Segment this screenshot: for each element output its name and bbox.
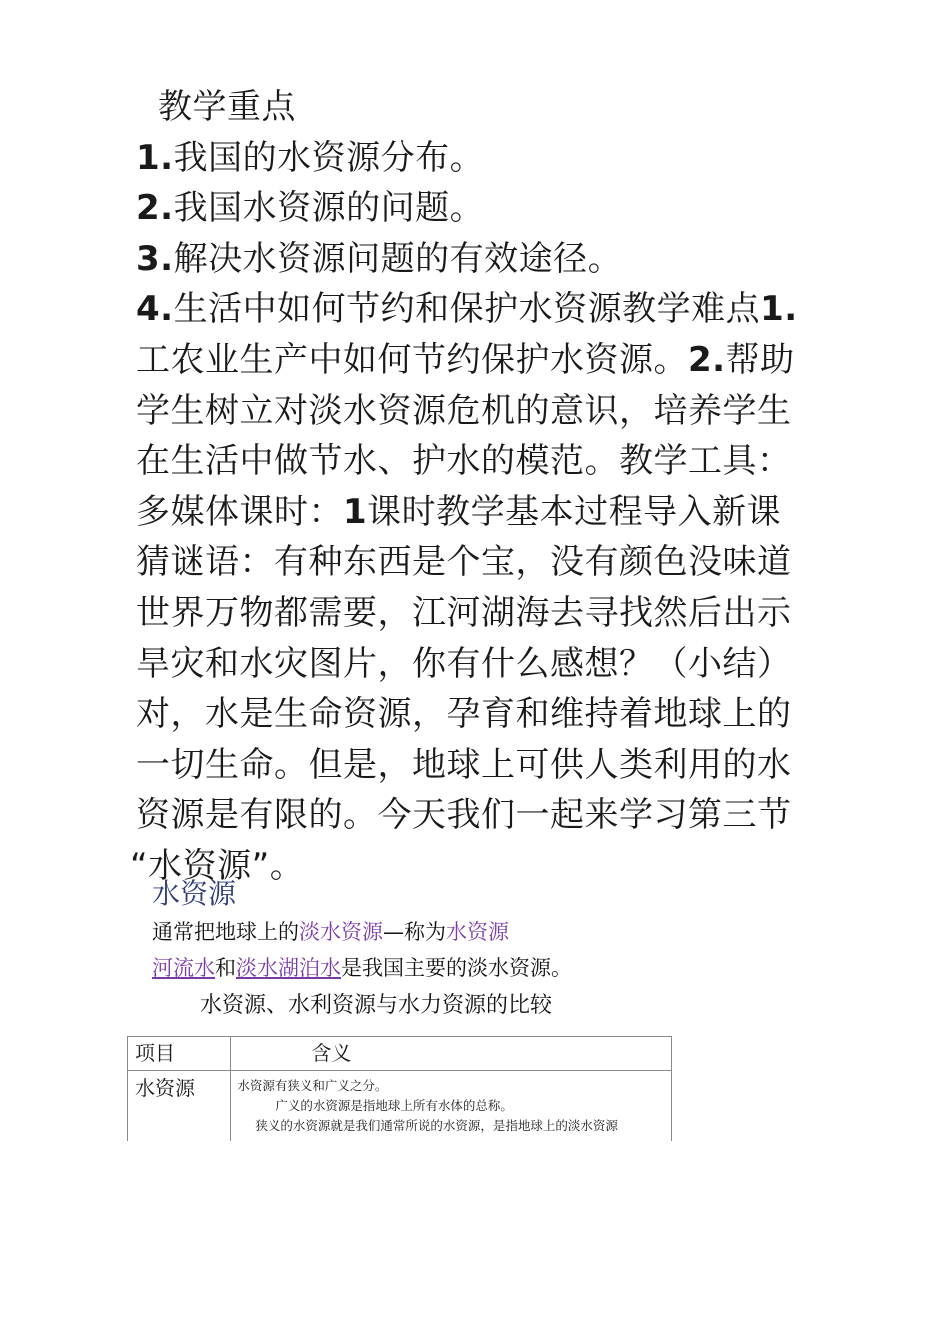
focus-item-4: 4.生活中如何节约和保护水资源教学难点1. <box>136 289 798 330</box>
link-river-water[interactable]: 河流水 <box>152 956 215 980</box>
focus-item-1: 1.我国的水资源分布。 <box>136 137 485 178</box>
term-fresh-water: 淡水资源 <box>299 920 383 944</box>
header-cell-meaning: 含义 <box>231 1037 672 1071</box>
focus-item-3: 3.解决水资源问题的有效途径。 <box>136 238 623 279</box>
focus-item-2: 2.我国水资源的问题。 <box>136 188 485 229</box>
body-line: 学生树立对淡水资源危机的意识，培养学生 <box>136 390 792 431</box>
body-line: 在生活中做节水、护水的模范。教学工具： <box>136 441 792 482</box>
main-sources-line: 河流水和淡水湖泊水是我国主要的淡水资源。 <box>152 956 572 980</box>
row-definition-cell: 水资源有狭义和广义之分。 广义的水资源是指地球上所有水体的总称。 狭义的水资源就是我们通常所说的水资源，是指地球上的淡水资源 <box>231 1071 672 1142</box>
table-header-row <box>128 1037 672 1071</box>
body-line: 工农业生产中如何节约保护水资源。2.帮助 <box>136 339 795 380</box>
body-line: 对，水是生命资源，孕育和维持着地球上的 <box>136 694 792 735</box>
body-line: 猜谜语：有种东西是个宝，没有颜色没味道 <box>136 542 792 583</box>
body-line: 资源是有限的。今天我们一起来学习第三节 <box>136 795 792 836</box>
header-cell-item: 项目 <box>128 1037 231 1071</box>
teaching-focus-heading: 教学重点 <box>158 87 296 127</box>
row-label-cell: 水资源 <box>128 1071 231 1142</box>
body-line: 世界万物都需要，江河湖海去寻找然后出示 <box>136 592 792 633</box>
section-title: 水资源 <box>152 877 237 910</box>
link-lake-water[interactable]: 淡水湖泊水 <box>236 956 341 980</box>
table-row <box>128 1071 672 1142</box>
body-line: 一切生命。但是，地球上可供人类利用的水 <box>136 744 792 785</box>
term-water-resources: 水资源 <box>446 920 509 944</box>
body-line: “水资源”。 <box>130 845 305 886</box>
definition-line: 通常把地球上的淡水资源—称为水资源 <box>152 920 509 944</box>
water-resources-section <box>152 874 792 986</box>
body-line: 多媒体课时：1课时教学基本过程导入新课 <box>136 491 782 532</box>
lesson-plan-text <box>130 82 836 892</box>
comparison-table <box>127 1036 672 1141</box>
table-caption: 水资源、水利资源与水力资源的比较 <box>200 993 553 1018</box>
body-line: 旱灾和水灾图片，你有什么感想？（小结） <box>136 643 792 684</box>
